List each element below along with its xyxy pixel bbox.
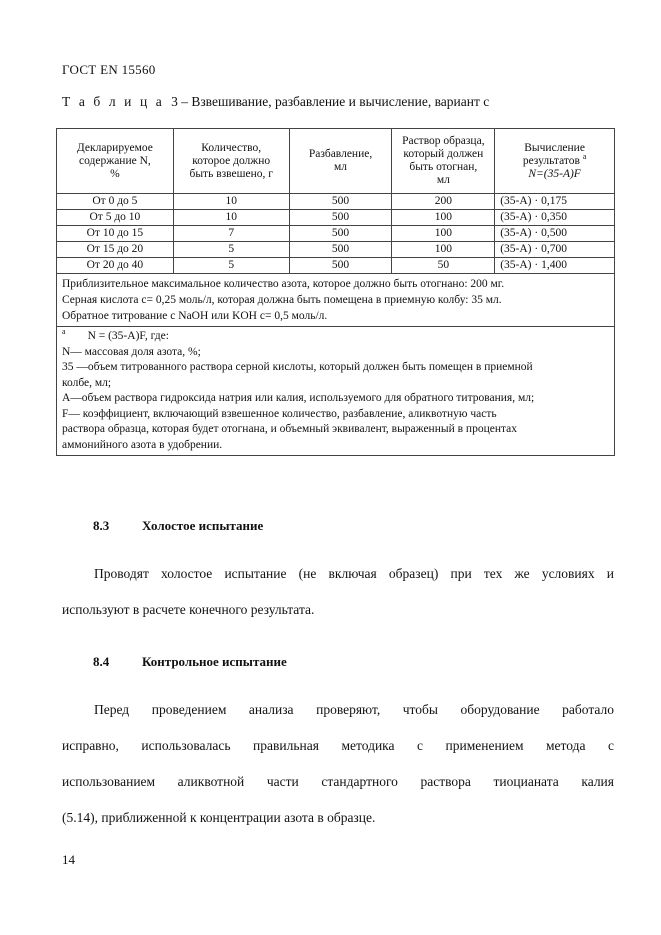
table-row: От 5 до 10 10 500 100 (35-A) · 0,350	[57, 210, 615, 226]
paragraph-line: (5.14), приближенной к концентрации азота в образце.	[62, 810, 376, 825]
footnote-line: A—объем раствора гидроксида натрия или калия, используемого для обратного титрования, мл;	[62, 392, 535, 404]
footnote-mark: a	[62, 327, 66, 337]
table-row: От 20 до 40 5 500 50 (35-A) · 1,400	[57, 258, 615, 274]
footnote-line: F— коэффициент, включающий взвешенное количество, разбавление, аликвотную часть	[62, 407, 497, 420]
note-line: Обратное титрование с NaOH или KOH с= 0,5 моль/л.	[62, 310, 328, 322]
section-title: Холостое испытание	[142, 518, 264, 533]
paragraph-line: использованием аликвотной части стандартного раствора тиоцианата калия	[62, 774, 614, 789]
footnote-line: 35 —объем титрованного раствора серной кислоты, который должен быть помещен в приемной	[62, 361, 533, 373]
footnote-line: раствора образца, которая будет отогнана, и объемный эквивалент, выраженный в процентах	[62, 423, 518, 435]
section-8-4-paragraph	[62, 692, 614, 836]
table-row: От 15 до 20 5 500 100 (35-A) · 0,700	[57, 242, 615, 258]
header-weighed-amount: Количество, которое должно быть взвешено, г	[173, 129, 289, 194]
table-row: От 10 до 15 7 500 100 (35-A) · 0,500	[57, 226, 615, 242]
footnote-formula: N = (35-A)F, где:	[87, 330, 169, 342]
table-caption-number: 3	[171, 94, 178, 109]
section-number: 8.3	[93, 518, 110, 533]
paragraph-line: Перед проведением анализа проверяют, чтобы оборудование работало	[94, 702, 614, 717]
table-caption-prefix: Т а б л и ц а	[62, 94, 165, 109]
table-footnote	[57, 327, 615, 456]
paragraph-line: исправно, использовалась правильная методика с применением метода с	[62, 738, 614, 753]
section-title: Контрольное испытание	[142, 654, 287, 669]
footnote-line: колбе, мл;	[62, 376, 112, 389]
paragraph-line: используют в расчете конечного результата.	[62, 602, 315, 617]
footnote-line: аммонийного азота в удобрении.	[62, 438, 223, 451]
page-number: 14	[62, 852, 75, 867]
header-declared-content: Декларируемое содержание N, %	[57, 129, 174, 194]
footnote-mark: a	[582, 151, 587, 161]
table-caption	[62, 94, 489, 110]
footnote-line: N— массовая доля азота, %;	[62, 345, 201, 358]
document-header: ГОСТ EN 15560	[62, 62, 156, 77]
note-line: Приблизительное максимальное количество азота, которое должно быть отогнано: 200 мг.	[62, 278, 505, 290]
table-header-row	[57, 129, 615, 194]
table-notes	[57, 274, 615, 327]
header-calculation: Вычисление результатов $^a$ N=(35-A)F	[495, 129, 615, 194]
section-number: 8.4	[93, 654, 110, 669]
table-row: От 0 до 5 10 500 200 (35-A) · 0,175	[57, 194, 615, 210]
table-notes-row	[57, 274, 615, 327]
table-caption-title: – Взвешивание, разбавление и вычисление, вариант с	[177, 94, 490, 109]
section-8-3-paragraph	[62, 556, 614, 628]
note-line: Серная кислота с= 0,25 моль/л, которая должна быть помещена в приемную колбу: 35 мл.	[62, 294, 502, 306]
table-footnote-row	[57, 327, 615, 456]
header-dilution: Разбавление, мл	[289, 129, 392, 194]
data-table	[56, 128, 615, 456]
header-distilled-solution: Раствор образца, который должен быть отогнан, мл	[392, 129, 495, 194]
paragraph-line: Проводят холостое испытание (не включая образец) при тех же условиях и	[94, 566, 614, 581]
